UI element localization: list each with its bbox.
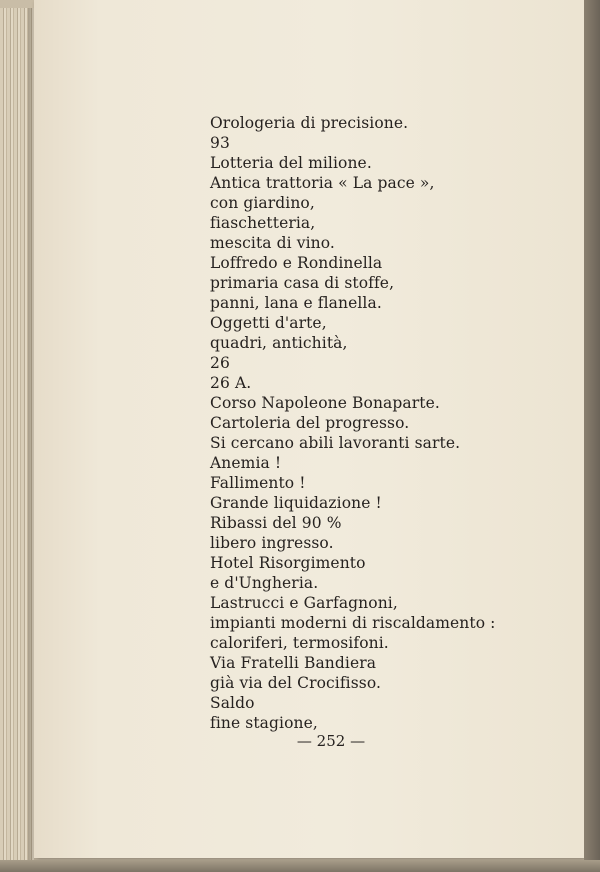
background-strip-right [584,0,600,872]
text-line: Anemia ! [210,454,282,472]
text-line: Corso Napoleone Bonaparte. [210,394,440,412]
poem-text [210,113,510,733]
text-line: mescita di vino. [210,234,335,252]
text-line: già via del Crocifisso. [210,674,382,692]
text-line: Cartoleria del progresso. [210,414,410,432]
text-line: Grande liquidazione ! [210,494,382,512]
text-line: e d'Ungheria. [210,574,319,592]
page-number: — 252 — [296,732,366,750]
text-line: Si cercano abili lavoranti sarte. [210,434,461,452]
text-line: quadri, antichità, [210,334,348,352]
text-line: fine stagione, [210,714,318,732]
text-line: Saldo [210,694,255,712]
text-line: Ribassi del 90 % [210,514,342,532]
text-line: Loffredo e Rondinella [210,254,383,272]
text-line: Orologeria di precisione. [210,114,409,132]
text-line: 26 A. [210,374,252,392]
text-line: 93 [210,134,230,152]
text-line: Via Fratelli Bandiera [210,654,377,672]
text-line: Antica trattoria « La pace », [210,174,435,192]
text-line: Lastrucci e Garfagnoni, [210,594,398,612]
text-line: Fallimento ! [210,474,306,492]
text-line: Hotel Risorgimento [210,554,366,572]
text-line: Oggetti d'arte, [210,314,327,332]
text-line: fiaschetteria, [210,214,316,232]
text-line: libero ingresso. [210,534,334,552]
text-line: 26 [210,354,230,372]
background-strip-bottom [0,860,600,872]
text-line: Lotteria del milione. [210,154,372,172]
text-line: impianti moderni di riscaldamento : [210,614,496,632]
text-line: panni, lana e flanella. [210,294,382,312]
text-line: caloriferi, termosifoni. [210,634,389,652]
text-line: con giardino, [210,194,315,212]
text-line: primaria casa di stoffe, [210,274,395,292]
